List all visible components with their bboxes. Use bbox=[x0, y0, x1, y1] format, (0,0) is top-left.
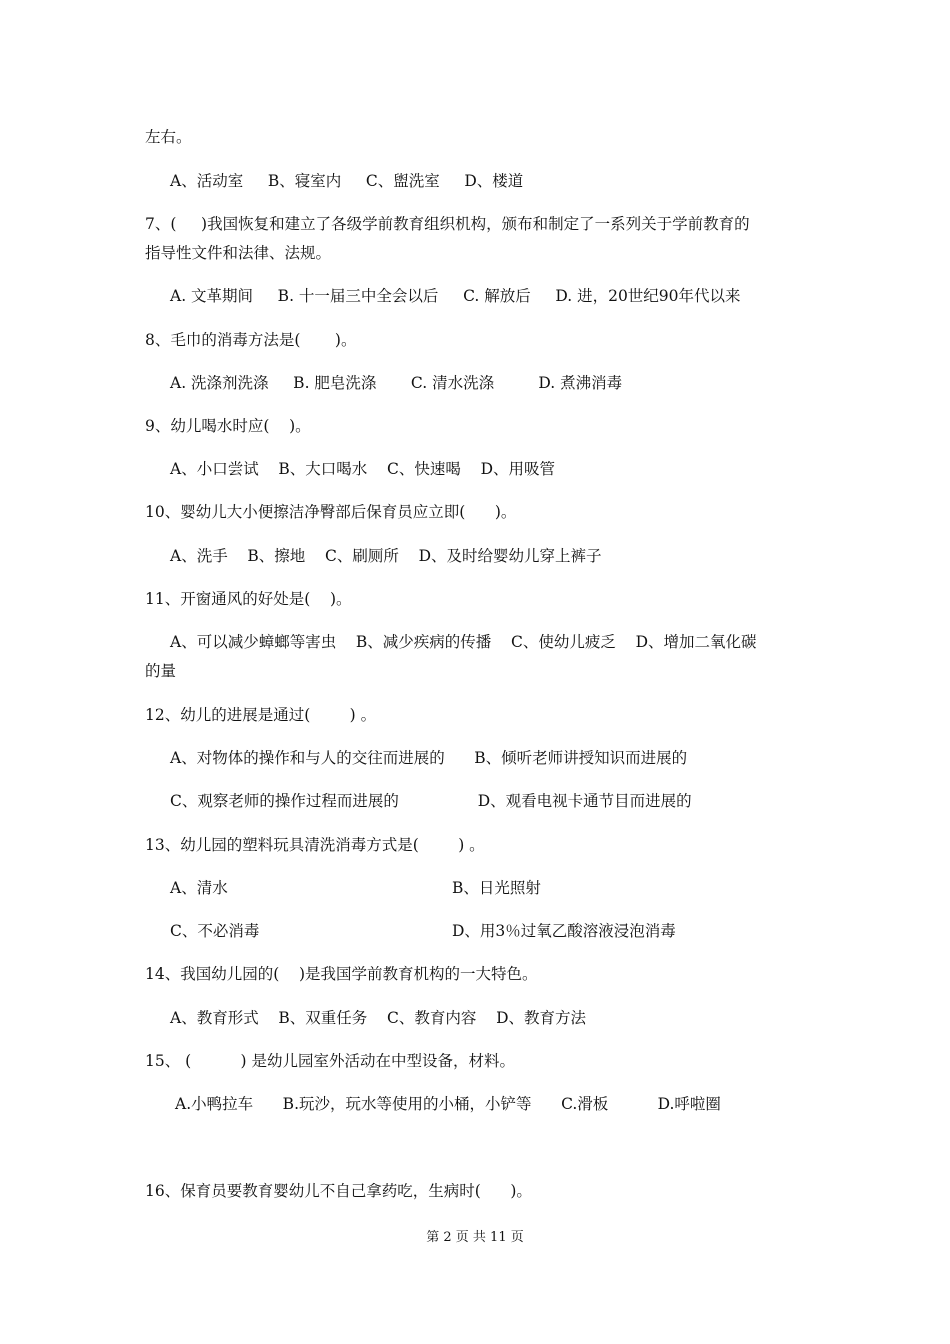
q15-options: A.小鸭拉车 B.玩沙，玩水等使用的小桶，小铲等 C.滑板 D.呼啦圈 bbox=[175, 1095, 721, 1113]
q11-options: A、可以减少蟑螂等害虫 B、减少疾病的传播 C、使幼儿疲乏 D、增加二氧化碳 bbox=[170, 633, 757, 651]
q12-stem: 12、幼儿的进展是通过( ) 。 bbox=[145, 706, 377, 724]
q8-stem: 8、毛巾的消毒方法是( )。 bbox=[145, 331, 357, 349]
q9-options: A、小口尝试 B、大口喝水 C、快速喝 D、用吸管 bbox=[170, 460, 555, 478]
q12-options-ab: A、对物体的操作和与人的交往而进展的 B、倾听老师讲授知识而进展的 bbox=[170, 749, 688, 767]
q9-stem: 9、幼儿喝水时应( )。 bbox=[145, 417, 311, 435]
q10-options: A、洗手 B、擦地 C、刷厕所 D、及时给婴幼儿穿上裤子 bbox=[170, 547, 602, 565]
q12-options-cd: C、观察老师的操作过程而进展的 D、观看电视卡通节目而进展的 bbox=[170, 792, 692, 810]
text-line-continuation: 左右。 bbox=[145, 128, 192, 146]
q8-options: A. 洗涤剂洗涤 B. 肥皂洗涤 C. 清水洗涤 D. 煮沸消毒 bbox=[170, 374, 623, 392]
q11-options-cont: 的量 bbox=[145, 662, 177, 680]
q16-stem: 16、保育员要教育婴幼儿不自己拿药吃，生病时( )。 bbox=[145, 1182, 532, 1200]
q13-option-a: A、清水 bbox=[170, 879, 228, 897]
q11-stem: 11、开窗通风的好处是( )。 bbox=[145, 590, 352, 608]
q15-stem: 15、 ( ) 是幼儿园室外活动在中型设备，材料。 bbox=[145, 1052, 515, 1070]
q13-option-b: B、日光照射 bbox=[452, 879, 541, 897]
q13-option-d: D、用3％过氧乙酸溶液浸泡消毒 bbox=[452, 922, 676, 940]
q13-option-c: C、不必消毒 bbox=[170, 922, 260, 940]
page-footer: 第 2 页 共 11 页 bbox=[426, 1230, 524, 1245]
q6-options: A、活动室 B、寝室内 C、盥洗室 D、楼道 bbox=[170, 172, 524, 190]
q7-stem-cont: 指导性文件和法律、法规。 bbox=[145, 244, 332, 262]
q10-stem: 10、婴幼儿大小便擦洁净臀部后保育员应立即( )。 bbox=[145, 503, 517, 521]
q7-options: A. 文革期间 B. 十一届三中全会以后 C. 解放后 D. 进，20世纪90年代以来 bbox=[170, 287, 741, 305]
q7-stem: 7、( )我国恢复和建立了各级学前教育组织机构，颁布和制定了一系列关于学前教育的 bbox=[145, 215, 750, 233]
q13-stem: 13、幼儿园的塑料玩具清洗消毒方式是( ) 。 bbox=[145, 836, 485, 854]
q14-options: A、教育形式 B、双重任务 C、教育内容 D、教育方法 bbox=[170, 1009, 586, 1027]
q14-stem: 14、我国幼儿园的( )是我国学前教育机构的一大特色。 bbox=[145, 965, 538, 983]
